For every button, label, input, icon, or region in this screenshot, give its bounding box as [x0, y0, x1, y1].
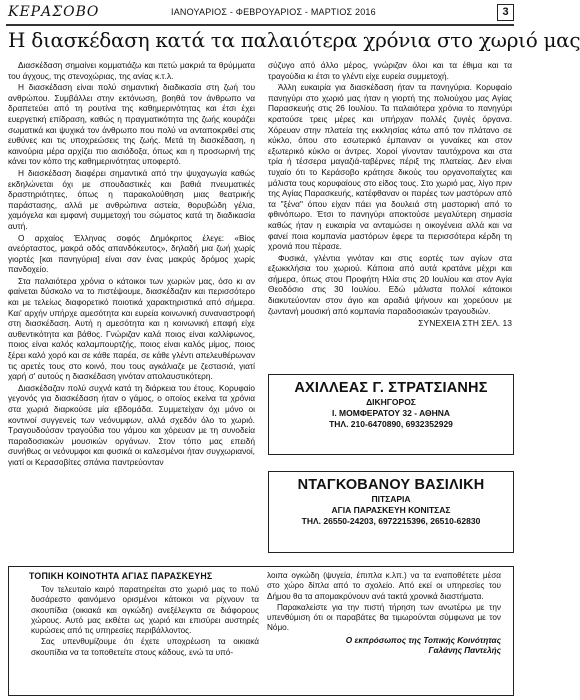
signature-role: Ο εκπρόσωπος της Τοπικής Κοινότητας [345, 635, 501, 645]
paragraph: Ο αρχαίος Έλληνας σοφός Δημόκριτος έλεγε: «Βίος ανεόρταστος, μακρά οδός απανδόκευτος», δηλαδή μια ζωή χωρίς γιορτές [και πανηγύρια] είναι σαν ένας μακρύς δρόμος χωρίς πανδοχείο. [8, 232, 255, 275]
paragraph: Παρακαλείστε για την πιστή τήρηση των ανωτέρω με την υπενθύμιση ότι οι παραβάτες θα τιμωρούνται σύμφωνα με τον Νόμο. [267, 602, 501, 633]
article-right-column [268, 60, 512, 329]
ad-name: ΝΤΑΓΚΟΒΑΝΟΥ ΒΑΣΙΛΙΚΗ [297, 477, 485, 493]
ad-phones: ΤΗΛ. 26550-24203, 6972215396, 26510-62830 [301, 516, 481, 526]
ad-phones: ΤΗΛ. 210-6470890, 6932352929 [329, 419, 453, 429]
ad-address: Ι. ΜΟΜΦΕΡΑΤΟΥ 32 - ΑΘΗΝΑ [331, 408, 451, 418]
notice-left-column [31, 585, 259, 659]
page-header [6, 4, 514, 26]
paragraph: Η διασκέδαση διαφέρει σημαντικά από την ψυχαγωγία καθώς εκδηλώνεται όχι με σπουδαστικές και βαθιά πνευματικές δραστηριότητες, όπως η παρακολούθηση μιας θεατρικής παράστασης, αλλά με ανθρώπινα αστεία, θορυβώδη γέλια, χαμόγελα και εμφανή συμμετοχή του σώματος κατά τη διαδικασία αυτή. [8, 167, 255, 231]
notice-right-column [267, 571, 501, 656]
ad-address: ΑΓΙΑ ΠΑΡΑΣΚΕΥΗ ΚΟΝΙΤΣΑΣ [331, 505, 451, 515]
signature-name: Γαλάνης Παντελής [428, 646, 501, 656]
article-left-column [8, 60, 255, 469]
ad-pizzeria [268, 471, 514, 553]
masthead: ΚΕΡΑΣΟΒΟ [8, 4, 100, 20]
paragraph: Διασκέδαζαν πολύ συχνά κατά τη διάρκεια του έτους. Κορυφαίο γεγονός για διασκέδαση ήταν ο γάμος, ο οποίος εκείνα τα χρόνια στα χωριά διαρκούσε μία εβδομάδα. Συμμετείχαν όχι μόνο οι κοντινοί συγγενείς των νεόνυμφων, αλλά σχεδόν όλο το χωριό. Τραγουδούσαν τραγούδια του γάμου και χόρευαν με τη συνοδεία παραδοσιακών μουσικών οργάνων. Στον τόπο μας επειδή συνήθως οι νεόνυμφοι και φυσικά οι καλεσμένοι ήταν συγχωριανοί, γιατί οι Κερασοβίτες σπάνια παντρεύονταν [8, 382, 255, 467]
ad-profession: ΔΙΚΗΓΟΡΟΣ [366, 397, 416, 407]
ad-profession: ΠΙΤΣΑΡΙΑ [371, 494, 411, 504]
paragraph: Η διασκέδαση είναι πολύ σημαντική διαδικασία στη ζωή του ανθρώπου. Συμβάλλει στην εκτόνωση, βοηθά τον άνθρωπο να δραπετεύει από τη ρουτίνα της καθημερινότητας και έτσι έχει ευεργετική επίδραση, καθώς η πραγματικότητα της ζωής κουράζει σωματικά και ψυχικά τον άνθρωπο που πολύ να ανταποκριθεί στις ευθύνες και τις υποχρεώσεις της ζωής. Μετά τη διασκέδαση, η καινούρια μέρα αρχίζει πιο αισιόδοξα, όπως και η προσωρινή της κάνει τον κόπο της καθημερινότητας υποφερτό. [8, 82, 255, 167]
notice-title: ΤΟΠΙΚΗ ΚΟΙΝΟΤΗΤΑ ΑΓΙΑΣ ΠΑΡΑΣΚΕΥΗΣ [29, 571, 213, 581]
continuation-note: ΣΥΝΕΧΕΙΑ ΣΤΗ ΣΕΛ. 13 [418, 318, 512, 329]
paragraph: Σας υπενθυμίζουμε ότι έχετε υποχρέωση τα οικιακά σκουπίδια να τα τοποθετείτε στους κάδους, ενώ τα υπό- [31, 637, 259, 657]
ad-lawyer [268, 374, 514, 455]
community-notice [8, 566, 514, 696]
paragraph: λοιπα ογκώδη (ψυγεία, έπιπλα κ.λπ.) να τα εναποθέτετε μέσα στο χώρο δίπλα από το σχολείο. Από εκεί οι υπηρεσίες του Δήμου θα τα απομακρύνουν ανά τακτά χρονικά διαστήματα. [267, 571, 501, 601]
ad-name: ΑΧΙΛΛΕΑΣ Γ. ΣΤΡΑΤΣΙΑΝΗΣ [294, 380, 488, 396]
paragraph: σύζυγο από άλλο μέρος, γνώριζαν όλοι και τα έθιμα και τα τραγούδια κι έτσι το γλέντι είχε ευρεία συμμετοχή. [268, 60, 512, 81]
paragraph: Στα παλαιότερα χρόνια ο κάτοικοι των χωριών μας, όσο κι αν φαίνεται δύσκολο να το πιστέψουμε, διασκέδαζαν και περισσότερο και με τελείως διαφορετικό ποιοτικά χαρακτηριστικά από σήμερα. Και' αρχήν υπήρχε αμεσότητα και ευρεία κοινωνική συναναστροφή στη διασκέδαση. Αυτή η αμεσότητα και η κοινωνική επαφή είχε αυθεντικότητα και βάθος. Γνώριζαν καλά ποιος είναι καλλίφωνος, ποιος είναι καλός καλαμπουρτζής, ποιος είναι καλός μίμος, ποιος ξέρει καλό χορό και σε κάθε παρέα, σε κάθε γλέντι απελευθέρωναν τις αρετές τους στο κοινό, που τους αγκάλιαζε με ζεστασιά, γιατί χαρή σ' αυτούς η διασκέδαση γινόταν απολαυστικότερη. [8, 275, 255, 382]
paragraph: Τον τελευταίο καιρό παρατηρείται στο χωριό μας το πολύ δυσάρεστο φαινόμενο ορισμένοι κάτοικοι να ρίχνουν τα σκουπίδια (οικιακά και ογκώδη) ανεξέλεγκτα σε διάφορους χώρους. Αυτό μας εκθέτει ως χωριό και επισύρει αυστηρές κυρώσεις από τις υπηρεσίες περιβάλλοντος. [31, 585, 259, 636]
paragraph: Άλλη ευκαιρία για διασκέδαση ήταν τα πανηγύρια. Κορυφαίο πανηγύρι στο χωριό μας ήταν η γιορτή της πολιούχου μας Αγίας Παρασκευής στις 26 Ιουλίου. Τα παλαιότερα χρόνια το πανηγύρι κρατούσε τρεις μέρες και υπήρχαν πολλές ζυγιές όργανα. Χόρευαν στην πλατεία της εκκλησίας κάτω από τον πλάτανο σε κύκλο, όπου στο εσωτερικό έμπαιναν οι γυναίκες και στον εξωτερικό κύκλο οι άντρες. Χοροί γίνονταν ταυτόχρονα και στα τρία ή τέσσερα μαγαζιά-ταβέρνες πέριξ της πλατείας. Δεν είναι τυχαίο ότι το Κεράσοβο κράτησε δικούς του οργανοπαίχτες και μάλιστα τους κορυφαίους στο είδος τους. Στο χωριό μας, λίγο πριν της Αγίας Παρασκευής, κατέφθαναν οι παρέες των μαστόρων από τα "ξένα" όπου είχαν πάει για δουλειά στη μαστορική από το φθινόπωρο. Έτσι το πανηγύρι αποκτούσε μεγαλύτερη σημασία καθώς ήταν η ευκαιρία να ανταμώσει η οικογένεια αλλά και να φανεί ποια κομπανία μαστόρων έφερε τα περισσότερα κέρδη τη χρονιά που πέρασε. [268, 82, 512, 252]
notice-signature [267, 636, 501, 657]
paragraph: Διασκέδαση σημαίνει κομματιάζω και πετώ μακριά τα θρύμματα του άγχους, της στενοχώριας, της ανίας κ.τ.λ. [8, 60, 255, 81]
issue-date: ΙΑΝΟΥΑΡΙΟΣ - ΦΕΒΡΟΥΑΡΙΟΣ - ΜΑΡΤΙΟΣ 2016 [171, 7, 376, 17]
page-number: 3 [497, 4, 514, 21]
article-title: Η διασκέδαση κατά τα παλαιότερα χρόνια στο χωριό μας [8, 28, 580, 52]
paragraph: Φυσικά, γλέντια γινόταν και στις εορτές των αγίων στα εξωκκλήσια του χωριού. Κάποια από αυτά κρατάνε μέχρι και σήμερα, όπως στου Προφήτη Ηλία στις 20 Ιουλίου και στον Αγία Θεοδόσιο στις 30 Ιουλίου. Εδώ μάλιστα πολλοί κάτοικοι διακυτεύονταν στον άγιο και αραδιά ψήνουν και χορεύουν με ζωντανή μουσική από κομπανία παραδοσιακών τραγουδιών. [268, 252, 512, 316]
